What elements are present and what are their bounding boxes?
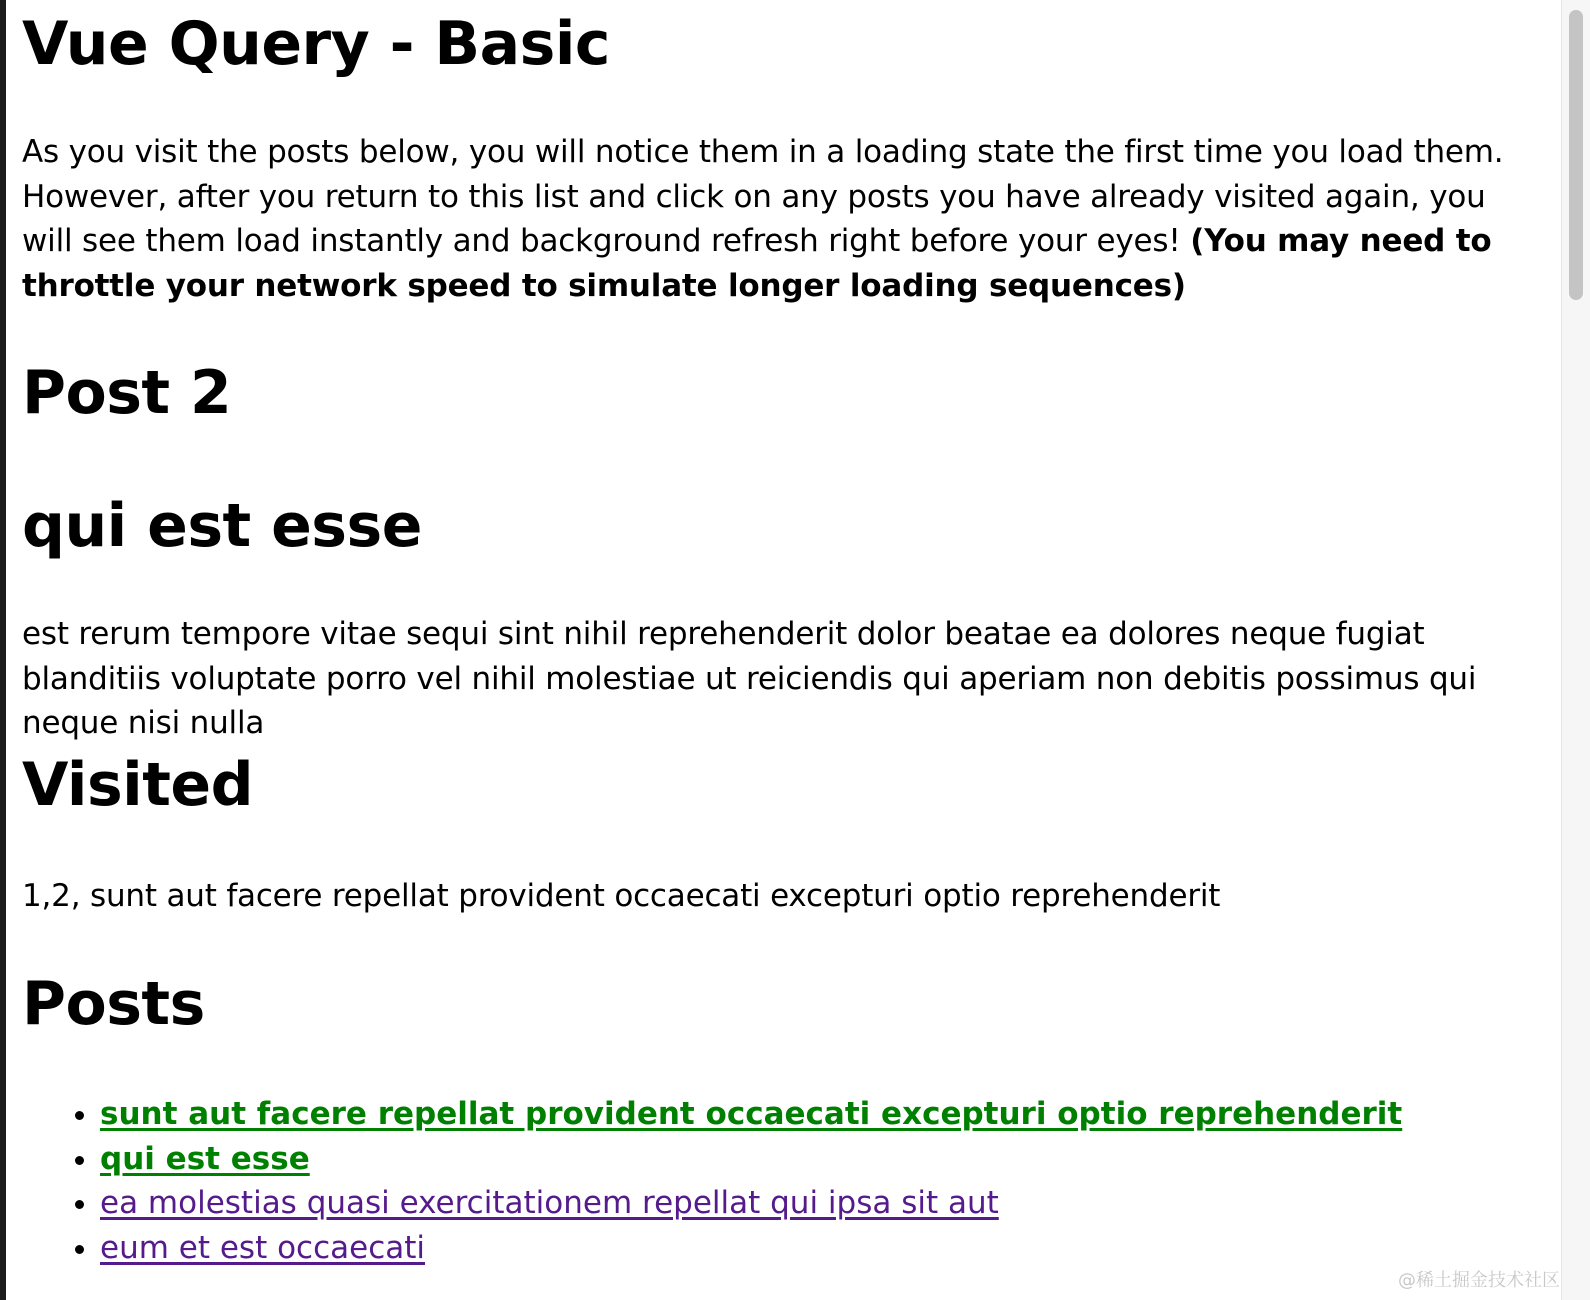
visited-list-text: 1,2, sunt aut facere repellat provident occaecati excepturi optio reprehenderit bbox=[22, 878, 1221, 914]
post-heading: Post 2 bbox=[22, 358, 232, 428]
posts-heading: Posts bbox=[22, 969, 205, 1039]
intro-text: As you visit the posts below, you will notice them in a loading state the first time you load them. However, after you return to this list and click on any posts you have already visited again, you will see them load instantly and background refresh right before your eyes! bbox=[22, 134, 1504, 259]
intro-bold-note: (You may need to throttle your network speed to simulate longer loading sequences) bbox=[22, 223, 1492, 304]
posts-list bbox=[22, 1092, 1402, 1270]
post-link-2[interactable]: qui est esse bbox=[100, 1140, 310, 1177]
post-link-1[interactable]: sunt aut facere repellat provident occaecati excepturi optio reprehenderit bbox=[100, 1096, 1403, 1132]
post-link-4[interactable]: eum et est occaecati bbox=[100, 1229, 426, 1266]
window-left-border bbox=[0, 0, 6, 1300]
post-link-3[interactable]: ea molestias quasi exercitationem repellat qui ipsa sit aut bbox=[100, 1185, 999, 1221]
list-item bbox=[100, 1226, 1402, 1271]
page-title: Vue Query - Basic bbox=[22, 9, 610, 79]
list-item bbox=[100, 1137, 1402, 1182]
list-item bbox=[100, 1092, 1402, 1137]
post-body: est rerum tempore vitae sequi sint nihil reprehenderit dolor beatae ea dolores neque fugiat blanditiis voluptate porro vel nihil molestiae ut reiciendis qui aperiam non debitis possimus qui neque nisi nulla bbox=[22, 616, 1477, 741]
list-item bbox=[100, 1181, 1402, 1226]
scrollbar-thumb[interactable] bbox=[1569, 10, 1583, 300]
intro-paragraph bbox=[22, 130, 1522, 308]
vertical-scrollbar[interactable] bbox=[1561, 0, 1590, 1300]
watermark: @稀土掘金技术社区 bbox=[1398, 1270, 1560, 1291]
visited-heading: Visited bbox=[22, 750, 254, 820]
post-title: qui est esse bbox=[22, 491, 422, 561]
